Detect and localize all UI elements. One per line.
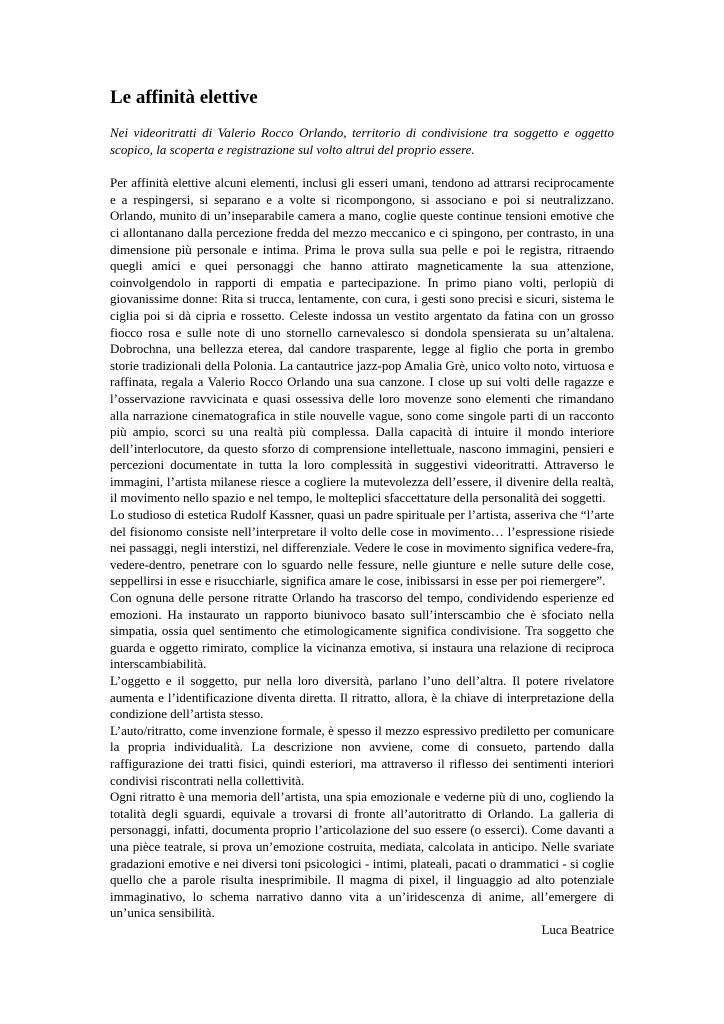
paragraph-4: L’oggetto e il soggetto, pur nella loro diversità, parlano l’uno dell’altra. Il potere rivelatore aumenta e l’identificazione diventa diretta. Il ritratto, allora, è la chiave di interpretazione della condizione dell’artista stesso. xyxy=(110,673,614,722)
paragraph-1: Per affinità elettive alcuni elementi, inclusi gli esseri umani, tendono ad attrarsi reciprocamente e a respingersi, si separano e a volte si ricompongono, si associano e poi si neutralizzano. Orlando, munito di un’inseparabile camera a mano, coglie queste continue tensioni emotive che ci allontanano dalla percezione fredda del mezzo meccanico e ci spingono, per contrasto, in una dimensione più personale e intima. Prima le prova sulla sua pelle e poi le registra, ritraendo quegli amici e quei personaggi che hanno attirato magneticamente la sua attenzione, coinvolgendolo in rapporti di empatia e partecipazione. In primo piano volti, perlopiù di giovanissime donne: Rita si trucca, lentamente, con cura, i gesti sono precisi e sicuri, sistema le ciglia poi si dà cipria e rossetto. Celeste indossa un vestito argentato da fatina con un grosso fiocco rosa e sulle note di uno stornello carnevalesco si dondola spensierata su un’altalena. Dobrochna, una bellezza eterea, dal candore trasparente, legge al figlio che porta in grembo storie tradizionali della Polonia. La cantautrice jazz-pop Amalia Grè, unico volto noto, virtuosa e raffinata, regala a Valerio Rocco Orlando una sua canzone. I close up sui volti delle ragazze e l’osservazione ravvicinata e quasi ossessiva delle loro movenze sono elementi che rimandano alla narrazione cinematografica in stile nouvelle vague, sono come singole parti di un racconto più ampio, scorci su una realtà più complessa. Dalla capacità di intuire il mondo interiore dell’interlocutore, da questo sforzo di comprensione intellettuale, nascono immagini, pensieri e percezioni documentate in tutta la loro complessità in suggestivi videoritratti. Attraverso le immagini, l’artista milanese riesce a cogliere la mutevolezza dell’essere, il divenire della realtà, il movimento nello spazio e nel tempo, le molteplici sfaccettature della personalità dei soggetti. xyxy=(110,175,614,506)
subtitle: Nei videoritratti di Valerio Rocco Orlando, territorio di condivisione tra soggetto e oggetto scopico, la scoperta e registrazione sul volto altrui del proprio essere. xyxy=(110,125,614,157)
document-page xyxy=(110,86,614,939)
paragraph-3: Con ognuna delle persone ritratte Orlando ha trascorso del tempo, condividendo esperienze ed emozioni. Ha instaurato un rapporto biunivoco basato sull’interscambio che è sfociato nella simpatia, ossia quel sentimento che etimologicamente significa condivisione. Tra soggetto che guarda e oggetto rimirato, complice la vicinanza emotiva, si instaura una relazione di reciproca interscambiabilità. xyxy=(110,590,614,672)
paragraph-2: Lo studioso di estetica Rudolf Kassner, quasi un padre spirituale per l’artista, asseriva che “l’arte del fisionomo consiste nell’interpretare il volto delle cose in movimento… l’espressione risiede nei passaggi, negli interstizi, nel differenziale. Vedere le cose in movimento significa vedere-fra, vedere-dentro, penetrare con lo sguardo nelle fessure, nelle giunture e nelle suture delle cose, seppellirsi in esse e risucchiarle, significa amare le cose, inibissarsi in esse per poi riemergere”. xyxy=(110,507,614,589)
author-signature: Luca Beatrice xyxy=(541,921,614,937)
paragraph-6: Ogni ritratto è una memoria dell’artista, una spia emozionale e vederne più di uno, cogliendo la totalità degli sguardi, equivale a trovarsi di fronte all’autoritratto di Orlando. La galleria di personaggi, infatti, documenta proprio l’articolazione del suo essere (o esserci). Come davanti a una pièce teatrale, si prova un’emozione costruita, mediata, calcolata in anticipo. Nelle svariate gradazioni emotive e nei diversi toni psicologici - intimi, plateali, pacati o drammatici - si coglie quello che a parole risulta inesprimibile. Il magma di pixel, il linguaggio ad alto potenziale immaginativo, lo schema narrativo danno vita a un’iridescenza di anime, all’emergere di un’unica sensibilità. xyxy=(110,789,614,921)
page-title: Le affinità elettive xyxy=(110,87,258,108)
paragraph-5: L’auto/ritratto, come invenzione formale, è spesso il mezzo espressivo prediletto per comunicare la propria individualità. La descrizione non avviene, come di consueto, partendo dalla raffigurazione dei tratti fisici, quindi esteriori, ma attraverso il riflesso dei sentimenti interiori condivisi riscontrati nella collettività. xyxy=(110,722,614,788)
